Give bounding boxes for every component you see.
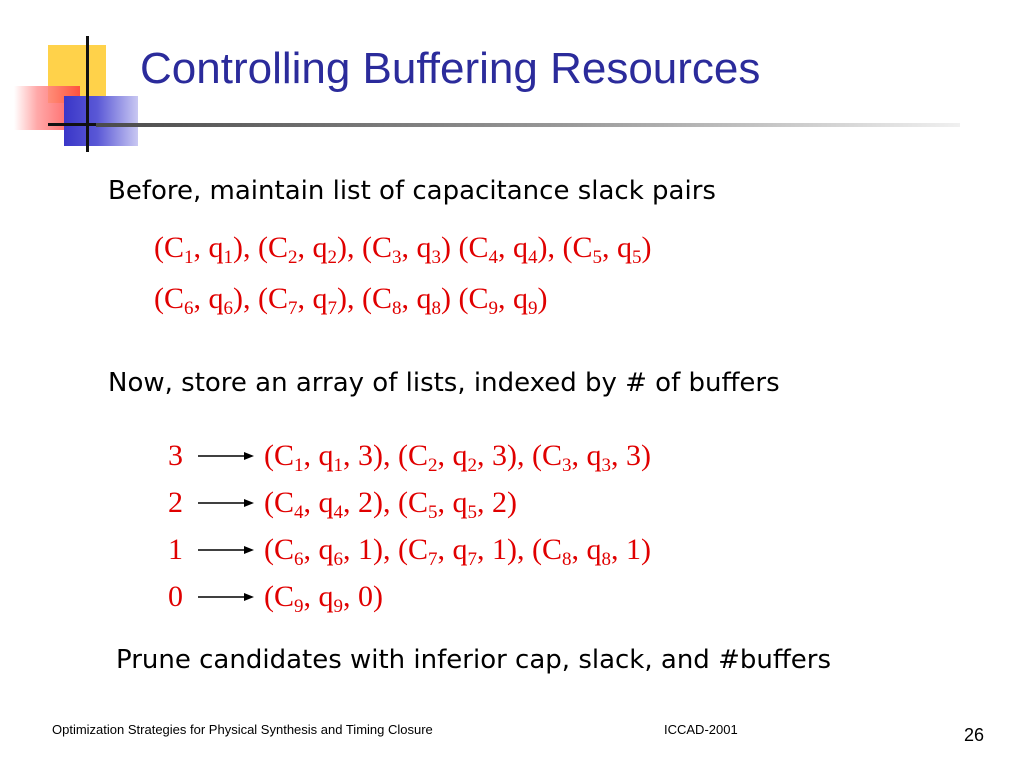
- subscript: 8: [431, 298, 441, 319]
- subscript: 8: [392, 298, 402, 319]
- candidate-list: [264, 533, 651, 570]
- subscript: 8: [562, 549, 572, 570]
- subscript: 5: [428, 502, 438, 523]
- candidate-pair: ($C_9$, $q_9$): [458, 282, 548, 319]
- subscript: 4: [488, 247, 498, 268]
- footer-conference: ICCAD-2001: [664, 722, 738, 737]
- subscript: 1: [223, 247, 233, 268]
- subscript: 2: [327, 247, 337, 268]
- subscript: 3: [431, 247, 441, 268]
- subscript: 6: [294, 549, 304, 570]
- indexed-list-row: [168, 580, 383, 617]
- subscript: 3: [562, 455, 572, 476]
- subscript: 4: [294, 502, 304, 523]
- subscript: 6: [184, 298, 194, 319]
- candidate-triple: ($C_1$, $q_1$, 3),: [264, 439, 398, 476]
- now-statement: Now, store an array of lists, indexed by # of buffers: [108, 368, 780, 398]
- right-arrow-icon: [196, 493, 256, 513]
- before-statement: Before, maintain list of capacitance slack pairs: [108, 176, 716, 206]
- subscript: 8: [601, 549, 611, 570]
- candidate-triple: ($C_6$, $q_6$, 1),: [264, 533, 398, 570]
- buffer-count-index: 2: [168, 486, 183, 519]
- candidate-triple: ($C_3$, $q_3$, 3): [532, 439, 651, 476]
- title-underline-rule: [96, 123, 960, 127]
- footer-title: Optimization Strategies for Physical Synthesis and Timing Closure: [52, 722, 433, 737]
- old-pairs-line-2: [154, 282, 548, 319]
- candidate-pair: ($C_1$, $q_1$),: [154, 231, 258, 268]
- logo-blue-square: [64, 96, 138, 146]
- subscript: 7: [327, 298, 337, 319]
- candidate-list: [264, 580, 383, 617]
- subscript: 9: [528, 298, 538, 319]
- subscript: 9: [294, 596, 304, 617]
- subscript: 5: [632, 247, 642, 268]
- candidate-triple: ($C_7$, $q_7$, 1),: [398, 533, 532, 570]
- subscript: 1: [294, 455, 304, 476]
- subscript: 6: [333, 549, 343, 570]
- subscript: 2: [467, 455, 477, 476]
- subscript: 9: [333, 596, 343, 617]
- candidate-pair: ($C_2$, $q_2$),: [258, 231, 362, 268]
- right-arrow-icon: [196, 446, 256, 466]
- indexed-list-row: [168, 533, 651, 570]
- subscript: 3: [601, 455, 611, 476]
- buffer-count-index: 1: [168, 533, 183, 566]
- candidate-triple: ($C_9$, $q_9$, 0): [264, 580, 383, 617]
- candidate-pair: ($C_5$, $q_5$): [562, 231, 652, 268]
- candidate-triple: ($C_2$, $q_2$, 3),: [398, 439, 532, 476]
- subscript: 7: [288, 298, 298, 319]
- logo-horizontal-line: [48, 123, 96, 126]
- prune-statement: Prune candidates with inferior cap, slack, and #buffers: [116, 645, 831, 675]
- candidate-pair: ($C_8$, $q_8$): [362, 282, 459, 319]
- indexed-list-row: [168, 486, 517, 523]
- candidate-triple: ($C_5$, $q_5$, 2): [398, 486, 517, 523]
- buffer-count-index: 3: [168, 439, 183, 472]
- candidate-pair: ($C_6$, $q_6$),: [154, 282, 258, 319]
- subscript: 5: [592, 247, 602, 268]
- indexed-list-row: [168, 439, 651, 476]
- subscript: 2: [288, 247, 298, 268]
- buffer-count-index: 0: [168, 580, 183, 613]
- subscript: 2: [428, 455, 438, 476]
- candidate-triple: ($C_8$, $q_8$, 1): [532, 533, 651, 570]
- slide-title: Controlling Buffering Resources: [140, 44, 761, 93]
- right-arrow-icon: [196, 540, 256, 560]
- candidate-pair: ($C_3$, $q_3$): [362, 231, 459, 268]
- subscript: 9: [488, 298, 498, 319]
- candidate-pair: ($C_4$, $q_4$),: [458, 231, 563, 268]
- logo-vertical-line: [86, 36, 89, 152]
- subscript: 4: [528, 247, 538, 268]
- candidate-list: [264, 486, 517, 523]
- subscript: 5: [467, 502, 477, 523]
- subscript: 1: [184, 247, 194, 268]
- subscript: 3: [392, 247, 402, 268]
- page-number: 26: [964, 725, 985, 745]
- subscript: 7: [467, 549, 477, 570]
- subscript: 7: [428, 549, 438, 570]
- candidate-list: [264, 439, 651, 476]
- old-pairs-line-1: [154, 231, 652, 268]
- subscript: 1: [333, 455, 343, 476]
- right-arrow-icon: [196, 587, 256, 607]
- subscript: 6: [223, 298, 233, 319]
- subscript: 4: [333, 502, 343, 523]
- candidate-triple: ($C_4$, $q_4$, 2),: [264, 486, 398, 523]
- candidate-pair: ($C_7$, $q_7$),: [258, 282, 362, 319]
